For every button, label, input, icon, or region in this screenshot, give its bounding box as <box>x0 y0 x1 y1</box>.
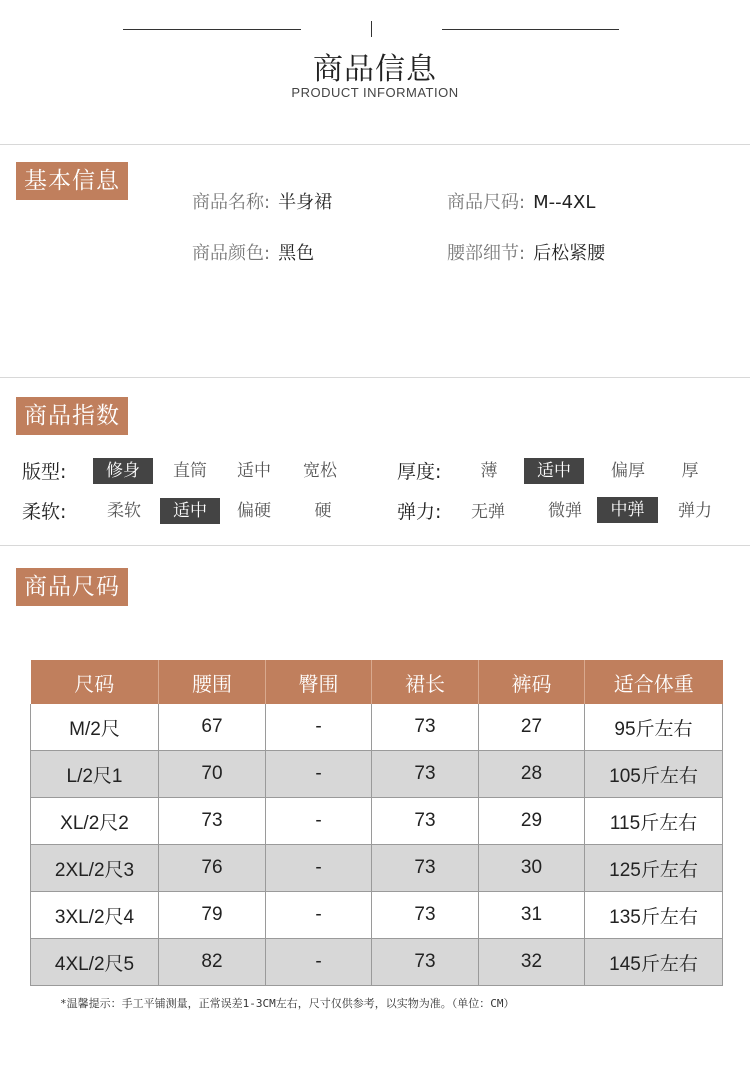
option-fit-straight: 直筒 <box>173 461 207 481</box>
table-cell: - <box>266 939 372 986</box>
option-fit-medium: 适中 <box>237 461 271 481</box>
table-cell: 125斤左右 <box>585 845 723 892</box>
option-elastic-slight: 微弹 <box>548 501 582 521</box>
table-cell: 70 <box>159 751 266 798</box>
column-header: 裤码 <box>479 660 585 704</box>
info-product-size <box>447 188 595 214</box>
table-cell: 73 <box>372 892 479 939</box>
header-tick <box>371 21 372 37</box>
page-subtitle: PRODUCT INFORMATION <box>291 85 459 100</box>
table-cell: 82 <box>159 939 266 986</box>
option-fit-loose: 宽松 <box>303 461 337 481</box>
info-product-color <box>192 239 314 265</box>
table-row <box>31 798 723 845</box>
table-cell: 73 <box>372 939 479 986</box>
option-thick-thicker: 偏厚 <box>611 461 645 481</box>
table-cell: 28 <box>479 751 585 798</box>
column-header: 适合体重 <box>585 660 723 704</box>
table-cell: 115斤左右 <box>585 798 723 845</box>
table-cell: 27 <box>479 704 585 751</box>
header-rule-left <box>123 29 301 30</box>
option-fit-slim: 修身 <box>93 458 153 484</box>
attr-label-softness: 柔软: <box>22 501 67 523</box>
option-soft-harder: 偏硬 <box>237 501 271 521</box>
option-thick-thin: 薄 <box>480 461 498 481</box>
table-cell: 73 <box>372 751 479 798</box>
option-elastic-none: 无弹 <box>471 502 505 522</box>
divider <box>0 545 750 546</box>
table-cell: 67 <box>159 704 266 751</box>
option-soft-hard: 硬 <box>314 501 332 521</box>
option-thick-thick: 厚 <box>681 461 699 481</box>
table-row <box>31 845 723 892</box>
table-row <box>31 939 723 986</box>
table-cell: L/2尺1 <box>31 751 159 798</box>
page-title: 商品信息 <box>313 52 437 87</box>
option-elastic-medium: 中弹 <box>597 497 658 523</box>
column-header: 尺码 <box>31 660 159 704</box>
table-cell: 73 <box>372 845 479 892</box>
divider <box>0 377 750 378</box>
table-row <box>31 751 723 798</box>
option-elastic-high: 弹力 <box>678 501 712 521</box>
info-label: 腰部细节: <box>447 243 526 264</box>
size-note: *温馨提示：手工平铺测量，正常误差1-3CM左右，尺寸仅供参考，以实物为准。（单位：CM） <box>60 997 515 1010</box>
option-thick-medium: 适中 <box>524 458 584 484</box>
table-cell: 30 <box>479 845 585 892</box>
table-cell: - <box>266 751 372 798</box>
column-header: 臀围 <box>266 660 372 704</box>
size-table <box>30 660 723 986</box>
column-header: 腰围 <box>159 660 266 704</box>
info-value: 黑色 <box>278 243 315 264</box>
table-cell: 73 <box>372 704 479 751</box>
info-value: 后松紧腰 <box>533 243 606 264</box>
info-value: 半身裙 <box>278 192 333 213</box>
table-cell: 73 <box>159 798 266 845</box>
option-soft-soft: 柔软 <box>107 501 141 521</box>
table-cell: 79 <box>159 892 266 939</box>
table-row <box>31 892 723 939</box>
table-cell: - <box>266 892 372 939</box>
info-value: M--4XL <box>533 192 596 213</box>
info-label: 商品尺码: <box>447 192 526 213</box>
table-cell: 145斤左右 <box>585 939 723 986</box>
info-label: 商品颜色: <box>192 243 271 264</box>
header-rule-right <box>442 29 619 30</box>
table-cell: 73 <box>372 798 479 845</box>
table-cell: 2XL/2尺3 <box>31 845 159 892</box>
attr-label-fit: 版型: <box>22 461 67 483</box>
section-tag-size: 商品尺码 <box>16 568 128 606</box>
table-cell: 4XL/2尺5 <box>31 939 159 986</box>
section-tag-index: 商品指数 <box>16 397 128 435</box>
table-cell: 32 <box>479 939 585 986</box>
info-waist-detail <box>447 239 605 265</box>
option-soft-medium: 适中 <box>160 498 220 524</box>
table-cell: 3XL/2尺4 <box>31 892 159 939</box>
attr-label-thickness: 厚度: <box>397 461 442 483</box>
table-cell: 29 <box>479 798 585 845</box>
table-cell: 31 <box>479 892 585 939</box>
table-cell: XL/2尺2 <box>31 798 159 845</box>
table-cell: - <box>266 704 372 751</box>
divider <box>0 144 750 145</box>
table-cell: 95斤左右 <box>585 704 723 751</box>
table-cell: 105斤左右 <box>585 751 723 798</box>
table-cell: M/2尺 <box>31 704 159 751</box>
info-product-name <box>192 188 332 214</box>
column-header: 裙长 <box>372 660 479 704</box>
attr-label-elasticity: 弹力: <box>397 501 442 523</box>
info-label: 商品名称: <box>192 192 271 213</box>
table-cell: 135斤左右 <box>585 892 723 939</box>
table-cell: - <box>266 798 372 845</box>
table-cell: - <box>266 845 372 892</box>
table-row <box>31 704 723 751</box>
section-tag-basic: 基本信息 <box>16 162 128 200</box>
table-header-row <box>31 660 723 704</box>
table-cell: 76 <box>159 845 266 892</box>
